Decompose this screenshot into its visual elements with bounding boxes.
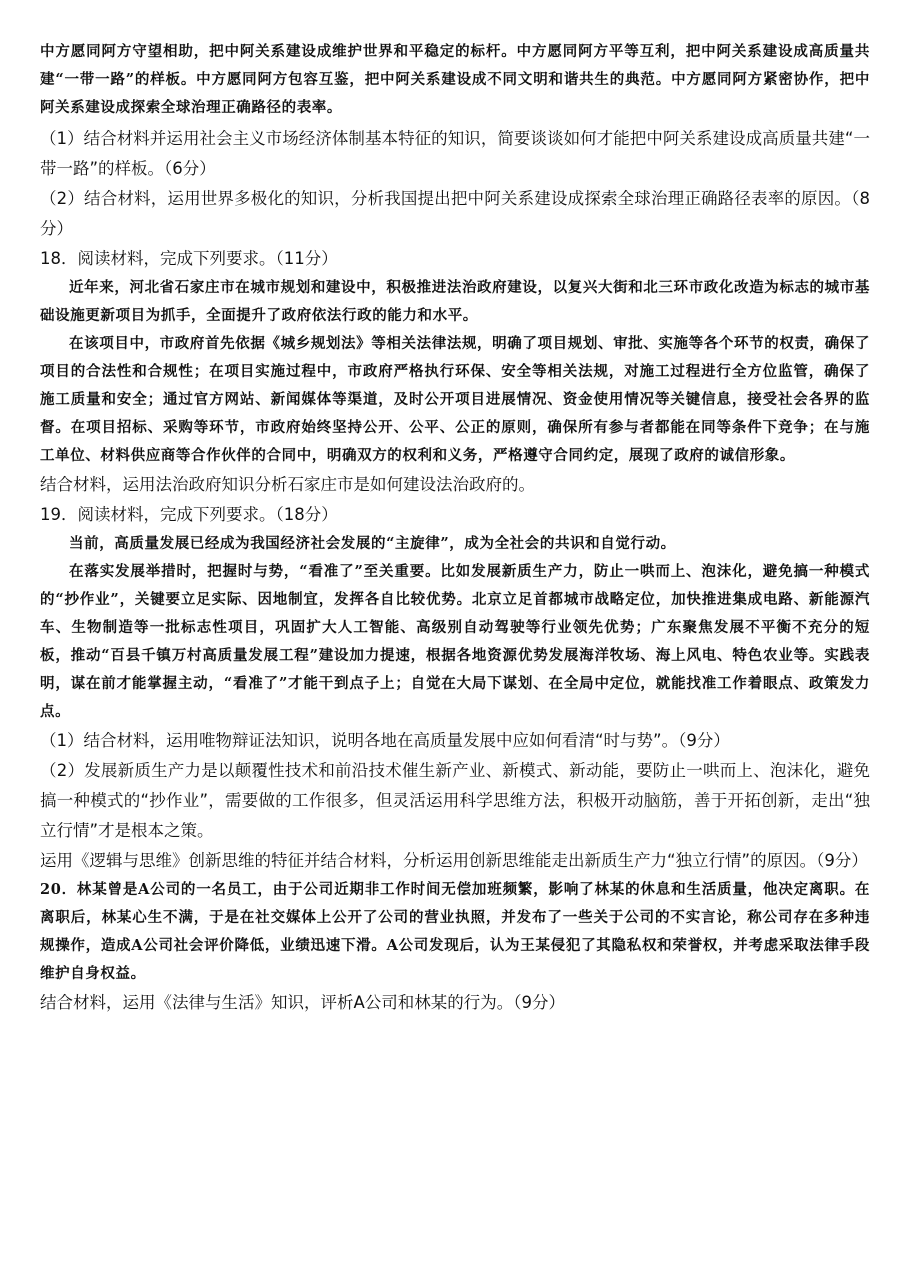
question-20-material: 20．林某曾是A公司的一名员工，由于公司近期非工作时间无偿加班频繁，影响了林某的休息和生活质量，他决定离职。在离职后，林某心生不满，于是在社交媒体上公开了公司的营业执照，并发布了一些关于公司的不实言论，称公司存在多种违规操作，造成A公司社会评价降低，业绩迅速下滑。A公司发现后，认为王某侵犯了其隐私权和荣誉权，并考虑采取法律手段维护自身权益。: [40, 881, 870, 982]
question-19-2-prompt: 运用《逻辑与思维》创新思维的特征并结合材料，分析运用创新思维能走出新质生产力“独立行情”的原因。（9分）: [40, 851, 868, 870]
exam-page: [40, 38, 870, 1018]
question-19-1: （1）结合材料，运用唯物辩证法知识，说明各地在高质量发展中应如何看清“时与势”。（9分）: [40, 731, 730, 750]
material-18-paragraph-1: 近年来，河北省石家庄市在城市规划和建设中，积极推进法治政府建设，以复兴大街和北三环市政化改造为标志的城市基础设施更新项目为抓手，全面提升了政府依法行政的能力和水平。: [40, 279, 870, 324]
question-18-prompt: 结合材料，运用法治政府知识分析石家庄市是如何建设法治政府的。: [40, 475, 535, 494]
material-18-paragraph-2: 在该项目中，市政府首先依据《城乡规划法》等相关法律法规，明确了项目规划、审批、实施等各个环节的权责，确保了项目的合法性和合规性；在项目实施过程中，市政府严格执行环保、安全等相关法规，对施工过程进行全方位监管，确保了施工质量和安全；通过官方网站、新闻媒体等渠道，及时公开项目进展情况、资金使用情况等关键信息，接受社会各界的监督。在项目招标、采购等环节，市政府始终坚持公开、公平、公正的原则，确保所有参与者都能在同等条件下竞争；在与施工单位、材料供应商等合作伙伴的合同中，明确双方的权利和义务，严格遵守合同约定，展现了政府的诚信形象。: [40, 335, 870, 464]
question-20-prompt: 结合材料，运用《法律与生活》知识，评析A公司和林某的行为。（9分）: [40, 993, 566, 1012]
material-19-paragraph-1: 当前，高质量发展已经成为我国经济社会发展的“主旋律”，成为全社会的共识和自觉行动。: [69, 535, 676, 552]
question-18-heading: 18．阅读材料，完成下列要求。（11分）: [40, 249, 338, 268]
question-19-2-material: （2）发展新质生产力是以颠覆性技术和前沿技术催生新产业、新模式、新动能，要防止一哄而上、泡沫化，避免搞一种模式的“抄作业”，需要做的工作很多，但灵活运用科学思维方法，积极开动脑筋，善于开拓创新，走出“独立行情”才是根本之策。: [40, 761, 870, 840]
question-17-1: （1）结合材料并运用社会主义市场经济体制基本特征的知识，简要谈谈如何才能把中阿关系建设成高质量共建“一带一路”的样板。（6分）: [40, 129, 870, 178]
question-19-heading: 19．阅读材料，完成下列要求。（18分）: [40, 505, 338, 524]
material-19-paragraph-2: 在落实发展举措时，把握时与势，“看准了”至关重要。比如发展新质生产力，防止一哄而上、泡沫化，避免搞一种模式的“抄作业”，关键要立足实际、因地制宜，发挥各自比较优势。北京立足首都城市战略定位，加快推进集成电路、新能源汽车、生物制造等一批标志性项目，巩固扩大人工智能、高级别自动驾驶等行业领先优势；广东聚焦发展不平衡不充分的短板，推动“百县千镇万村高质量发展工程”建设加力提速，根据各地资源优势发展海洋牧场、海上风电、特色农业等。实践表明，谋在前才能掌握主动，“看准了”才能干到点子上；自觉在大局下谋划、在全局中定位，就能找准工作着眼点、政策发力点。: [40, 563, 870, 720]
question-17-2: （2）结合材料，运用世界多极化的知识，分析我国提出把中阿关系建设成探索全球治理正确路径表率的原因。（8分）: [40, 189, 870, 238]
material-17-text: 中方愿同阿方守望相助，把中阿关系建设成维护世界和平稳定的标杆。中方愿同阿方平等互利，把中阿关系建设成高质量共建“一带一路”的样板。中方愿同阿方包容互鉴，把中阿关系建设成不同文明和谐共生的典范。中方愿同阿方紧密协作，把中阿关系建设成探索全球治理正确路径的表率。: [40, 43, 870, 116]
